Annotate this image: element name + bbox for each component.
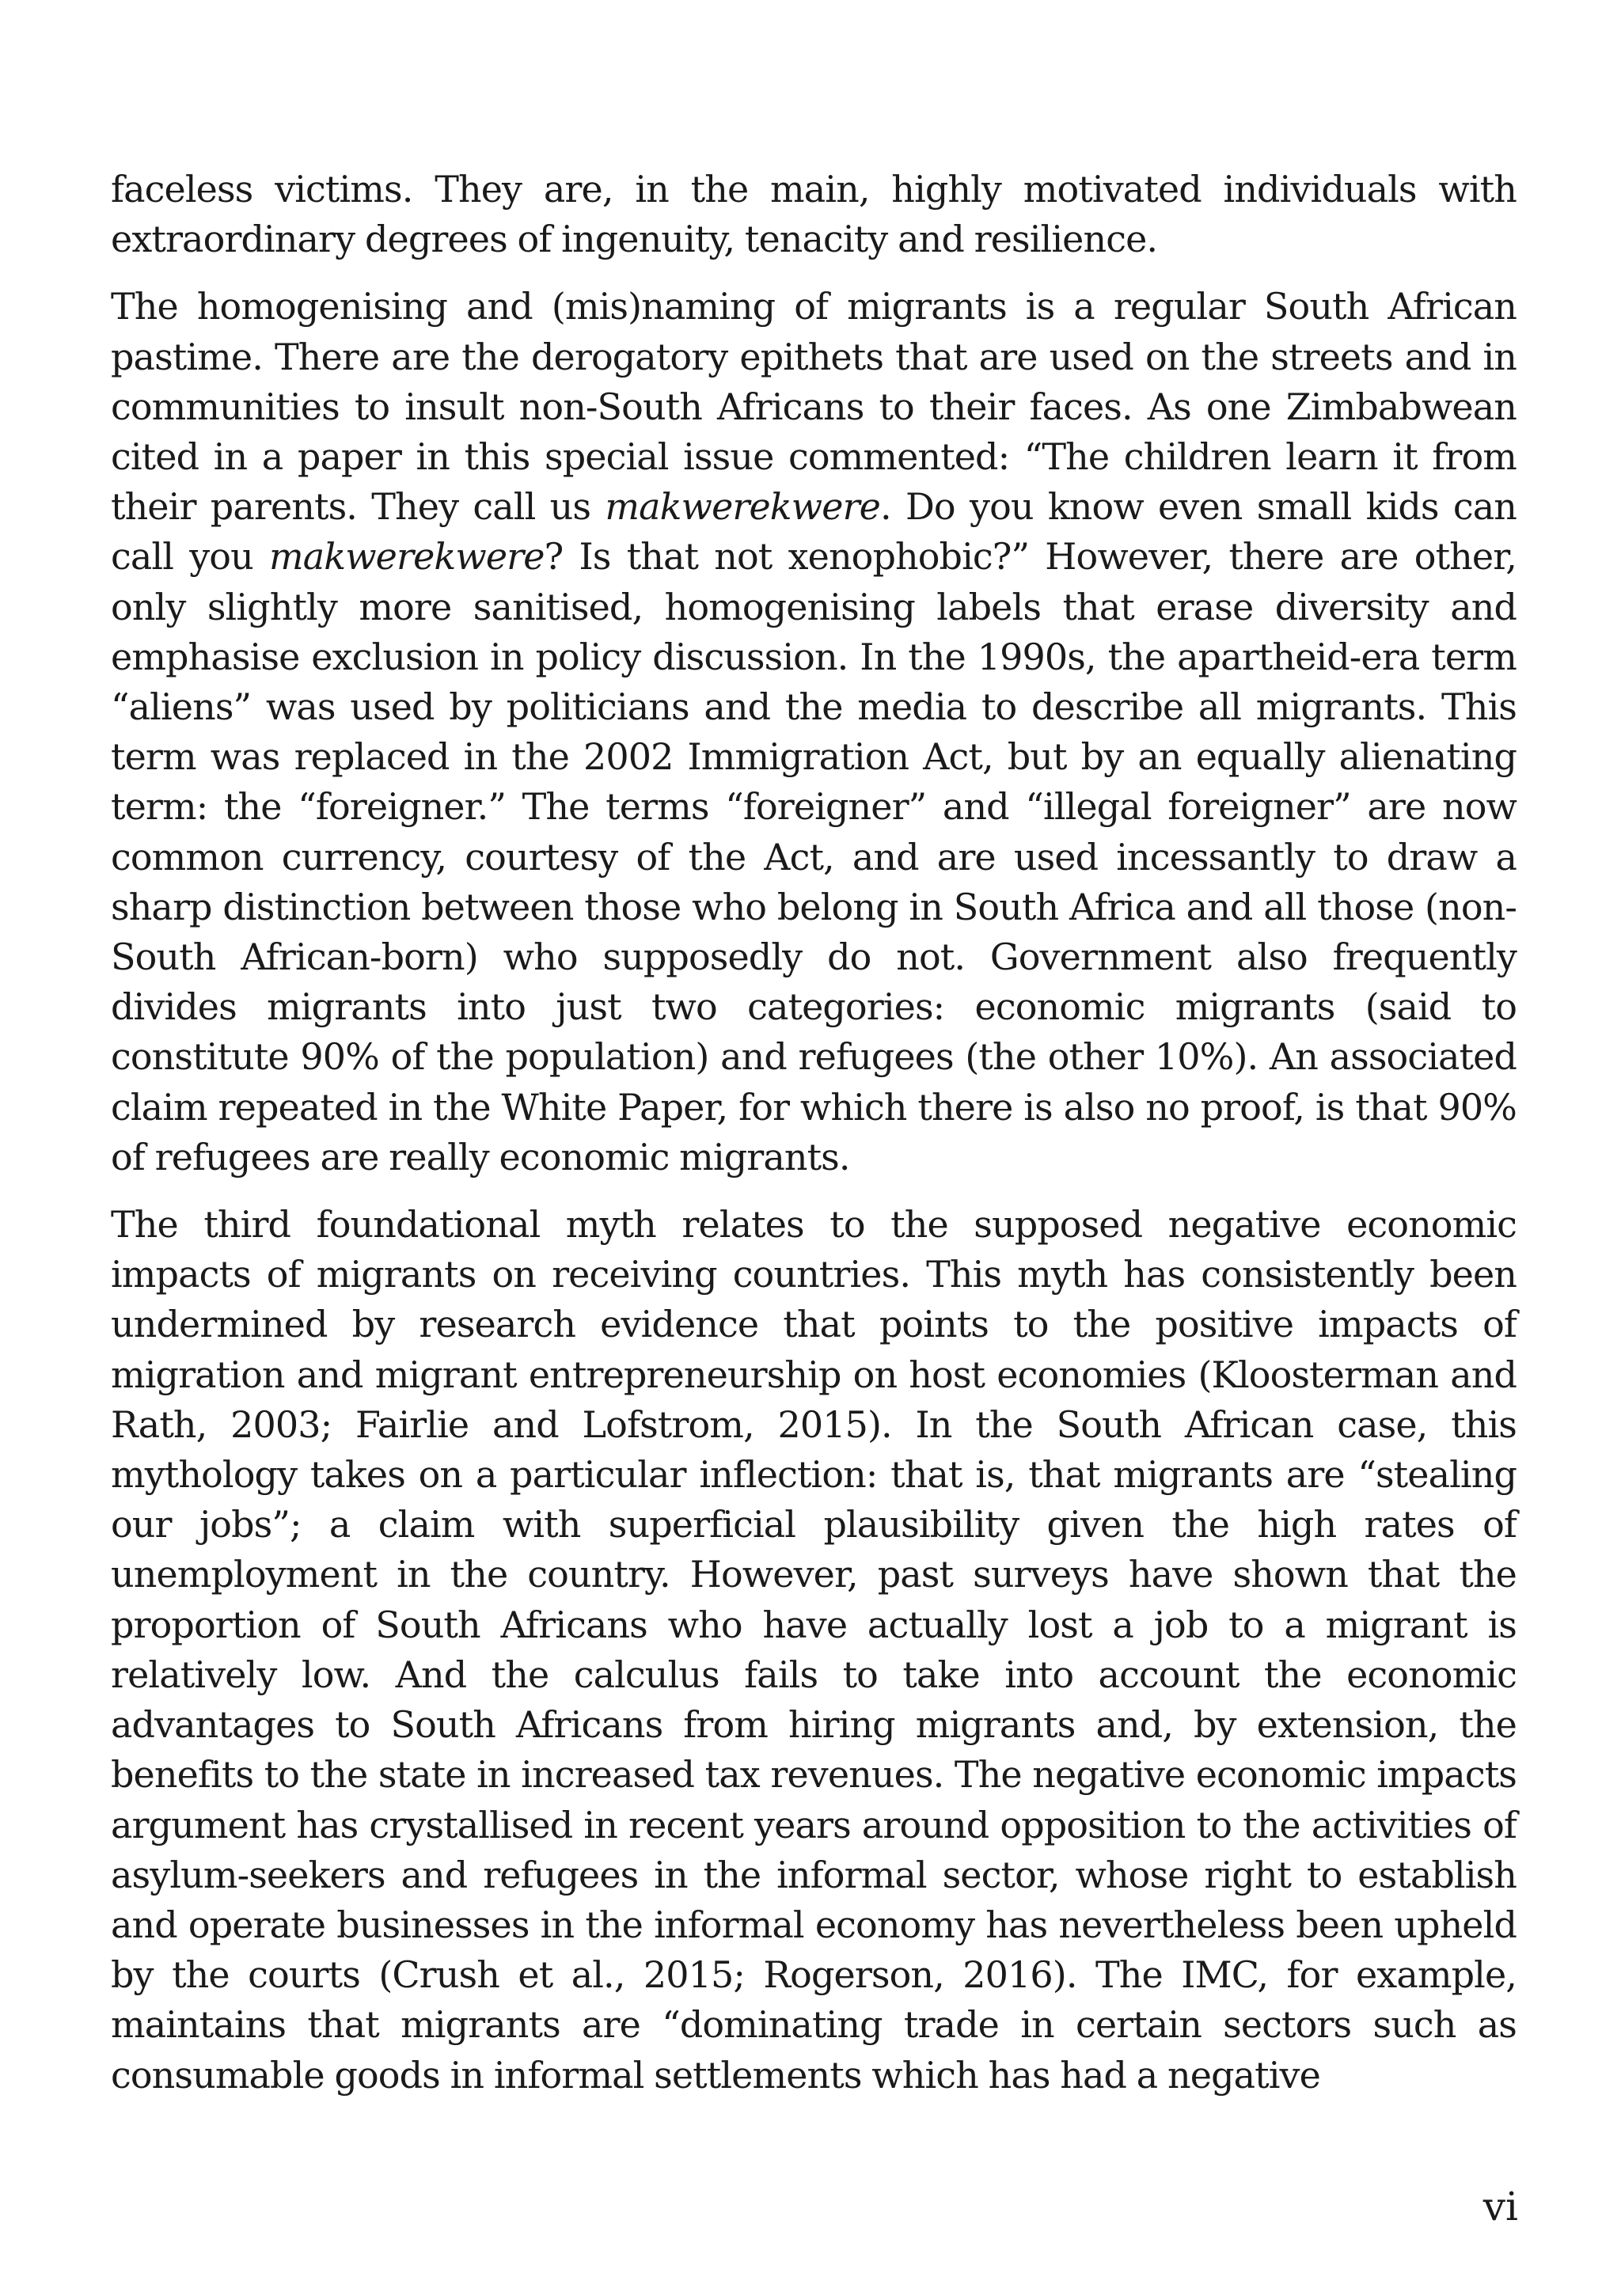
- paragraph-1: faceless victims. They are, in the main, highly motivated individuals with extraordinary degrees of ingenuity, tenacity and resilience.: [111, 168, 1517, 261]
- italic-term-1: makwerekwere: [605, 485, 880, 529]
- paragraph-2-part-2: . Do you know even small kids can call you: [111, 485, 1517, 579]
- paragraph-2: [111, 282, 1517, 1182]
- page-number: vi: [1482, 2184, 1518, 2230]
- body-text: [111, 165, 1517, 2118]
- paragraph-2-part-1: The homogenising and (mis)naming of migrants is a regular South African pastime. There are the derogatory epithets that are used on the streets and in communities to insult non-South Africans to their faces. As one Zimbabwean cited in a paper in this special issue commented: “The children learn it from their parents. They call us: [111, 285, 1517, 529]
- paragraph-3: The third foundational myth relates to the supposed negative economic impacts of migrants on receiving countries. This myth has consistently been undermined by research evidence that points to the positive impacts of migration and migrant entrepreneurship on host economies (Kloosterman and Rath, 2003; Fairlie and Lofstrom, 2015). In the South African case, this mythology takes on a particular inflection: that is, that migrants are “stealing our jobs”; a claim with superficial plausibility given the high rates of unemployment in the country. However, past surveys have shown that the proportion of South Africans who have actually lost a job to a migrant is relatively low. And the calculus fails to take into account the economic advantages to South Africans from hiring migrants and, by extension, the benefits to the state in increased tax revenues. The negative economic impacts argument has crystallised in recent years around opposition to the activities of asylum-seekers and refugees in the informal sector, whose right to establish and operate businesses in the informal economy has nevertheless been upheld by the courts (Crush et al., 2015; Rogerson, 2016). The IMC, for example, maintains that migrants are “dominating trade in certain sectors such as consumable goods in informal settlements which has had a negative: [111, 1203, 1517, 2097]
- paragraph-2-part-3: ? Is that not xenophobic?” However, there are other, only slightly more sanitised, homogenising labels that erase diversity and emphasise exclusion in policy discussion. In the 1990s, the apartheid-era term “aliens” was used by politicians and the media to describe all migrants. This term was replaced in the 2002 Immigration Act, but by an equally alienating term: the “foreigner.” The terms “foreigner” and “illegal foreigner” are now common currency, courtesy of the Act, and are used incessantly to draw a sharp distinction between those who belong in South Africa and all those (non-South African-born) who supposedly do not. Government also frequently divides migrants into just two categories: economic migrants (said to constitute 90% of the population) and refugees (the other 10%). An associated claim repeated in the White Paper, for which there is also no proof, is that 90% of refugees are really economic migrants.: [111, 535, 1517, 1178]
- italic-term-2: makwerekwere: [268, 535, 545, 579]
